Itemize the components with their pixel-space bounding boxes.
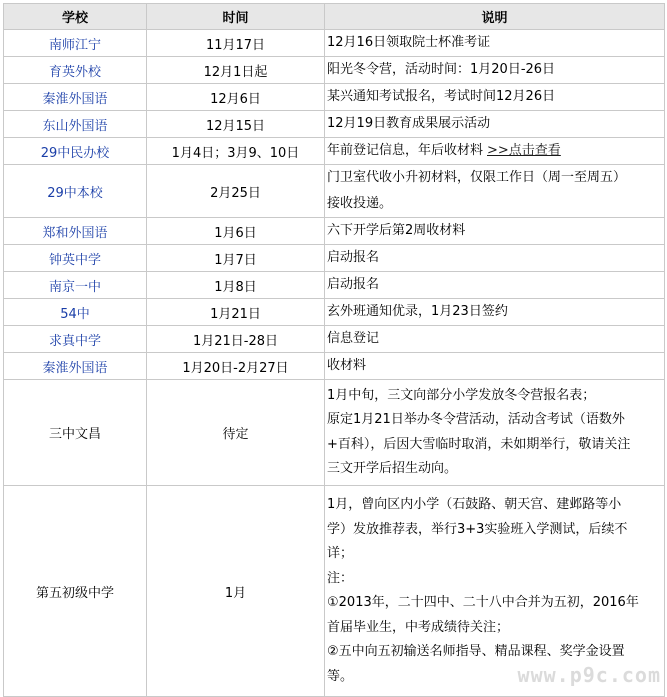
school-link[interactable]: 29中本校 — [47, 185, 103, 201]
desc-cell — [325, 138, 665, 165]
time-cell: 12月15日 — [147, 111, 325, 138]
time-cell: 1月21日-28日 — [147, 326, 325, 353]
desc-cell — [325, 111, 665, 138]
school-cell — [4, 326, 147, 353]
desc-line: 三文开学后招生动向。 — [327, 461, 458, 476]
table-row — [4, 299, 665, 326]
desc-line: 等。 — [327, 668, 354, 684]
desc-cell — [325, 84, 665, 111]
table-body — [4, 30, 665, 697]
header-school: 学校 — [4, 4, 147, 30]
desc-line: 门卫室代收小升初材料，仅限工作日（周一至周五） — [327, 170, 627, 185]
desc-line: ②五中向五初输送名师指导、精品课程、奖学金设置 — [327, 644, 625, 659]
view-details-link[interactable]: >>点击查看 — [487, 143, 561, 158]
table-row — [4, 138, 665, 165]
school-cell — [4, 84, 147, 111]
time-cell: 12月1日起 — [147, 57, 325, 84]
school-cell — [4, 218, 147, 245]
desc-line: 阳光冬令营，活动时间：1月20日-26日 — [327, 62, 556, 77]
school-link[interactable]: 钟英中学 — [48, 252, 101, 268]
desc-cell — [325, 245, 665, 272]
desc-line: 1月，曾向区内小学（石鼓路、朝天宫、建邺路等小 — [327, 497, 622, 512]
school-link[interactable]: 54中 — [60, 306, 90, 322]
time-cell: 1月 — [147, 486, 325, 697]
school-link[interactable]: 求真中学 — [48, 333, 101, 349]
desc-line: +百科），后因大雪临时取消，未如期举行，敬请关注 — [327, 436, 631, 452]
school-link[interactable]: 南京一中 — [48, 279, 101, 295]
time-cell: 1月21日 — [147, 299, 325, 326]
table-row — [4, 111, 665, 138]
header-time: 时间 — [147, 4, 325, 30]
desc-line: ①2013年，二十四中、二十八中合并为五初，2016年 — [327, 595, 639, 610]
time-cell: 1月7日 — [147, 245, 325, 272]
time-cell: 1月20日-2月27日 — [147, 353, 325, 380]
school-name: 三中文昌 — [48, 427, 101, 442]
time-cell: 1月8日 — [147, 272, 325, 299]
table-row — [4, 326, 665, 353]
desc-line: 接收投递。 — [327, 196, 393, 211]
table-row — [4, 272, 665, 299]
desc-cell — [325, 380, 665, 486]
schedule-table — [3, 3, 665, 697]
desc-cell — [325, 353, 665, 380]
desc-line: 12月16日领取院士杯准考证 — [327, 35, 491, 50]
desc-line: 六下开学后第2周收材料 — [327, 223, 466, 238]
watermark: www.p9c.com — [517, 663, 661, 687]
desc-cell — [325, 165, 665, 218]
desc-line: 启动报名 — [327, 250, 380, 265]
table-row — [4, 380, 665, 486]
school-link[interactable]: 秦淮外国语 — [42, 360, 108, 376]
time-cell: 待定 — [147, 380, 325, 486]
desc-line: 首届毕业生，中考成绩待关注； — [327, 619, 510, 635]
school-cell — [4, 111, 147, 138]
table-row — [4, 353, 665, 380]
school-cell — [4, 486, 147, 697]
desc-line: 详； — [327, 546, 354, 561]
desc-cell — [325, 486, 665, 697]
desc-line: 原定1月21日举办冬令营活动，活动含考试（语数外 — [327, 412, 625, 427]
school-cell — [4, 353, 147, 380]
school-link[interactable]: 郑和外国语 — [42, 225, 108, 241]
desc-line: 某兴通知考试报名，考试时间12月26日 — [327, 89, 556, 104]
desc-line: 学）发放推荐表，举行3+3实验班入学测试，后续不 — [327, 521, 628, 537]
time-cell: 2月25日 — [147, 165, 325, 218]
table-row — [4, 218, 665, 245]
desc-line: 年前登记信息，年后收材料 — [327, 143, 484, 158]
table-row — [4, 165, 665, 218]
time-cell: 1月6日 — [147, 218, 325, 245]
time-cell: 1月4日；3月9、10日 — [147, 138, 325, 165]
school-link[interactable]: 育英外校 — [48, 64, 101, 80]
desc-line: 信息登记 — [327, 331, 380, 346]
school-cell — [4, 165, 147, 218]
school-cell — [4, 57, 147, 84]
table-row — [4, 84, 665, 111]
desc-cell — [325, 218, 665, 245]
time-cell: 12月6日 — [147, 84, 325, 111]
desc-cell — [325, 299, 665, 326]
school-cell — [4, 380, 147, 486]
desc-cell — [325, 30, 665, 57]
school-name: 第五初级中学 — [35, 585, 114, 601]
table-row — [4, 30, 665, 57]
school-cell — [4, 245, 147, 272]
desc-cell — [325, 272, 665, 299]
desc-line: 启动报名 — [327, 277, 380, 292]
school-cell — [4, 138, 147, 165]
school-cell — [4, 299, 147, 326]
desc-cell — [325, 326, 665, 353]
desc-line: 玄外班通知优录，1月23日签约 — [327, 304, 508, 319]
school-link[interactable]: 29中民办校 — [40, 145, 110, 161]
table-row — [4, 486, 665, 697]
desc-line: 12月19日教育成果展示活动 — [327, 116, 491, 131]
desc-cell — [325, 57, 665, 84]
table-row — [4, 57, 665, 84]
header-desc: 说明 — [325, 4, 665, 30]
table-row — [4, 245, 665, 272]
desc-line: 注： — [327, 570, 354, 586]
school-cell — [4, 272, 147, 299]
school-link[interactable]: 东山外国语 — [42, 118, 108, 134]
desc-line: 收材料 — [327, 358, 367, 373]
school-link[interactable]: 南师江宁 — [48, 37, 101, 53]
time-cell: 11月17日 — [147, 30, 325, 57]
desc-line: 1月中旬，三文向部分小学发放冬令营报名表； — [327, 387, 596, 403]
school-link[interactable]: 秦淮外国语 — [42, 91, 108, 107]
school-cell — [4, 30, 147, 57]
header-row — [4, 4, 665, 30]
